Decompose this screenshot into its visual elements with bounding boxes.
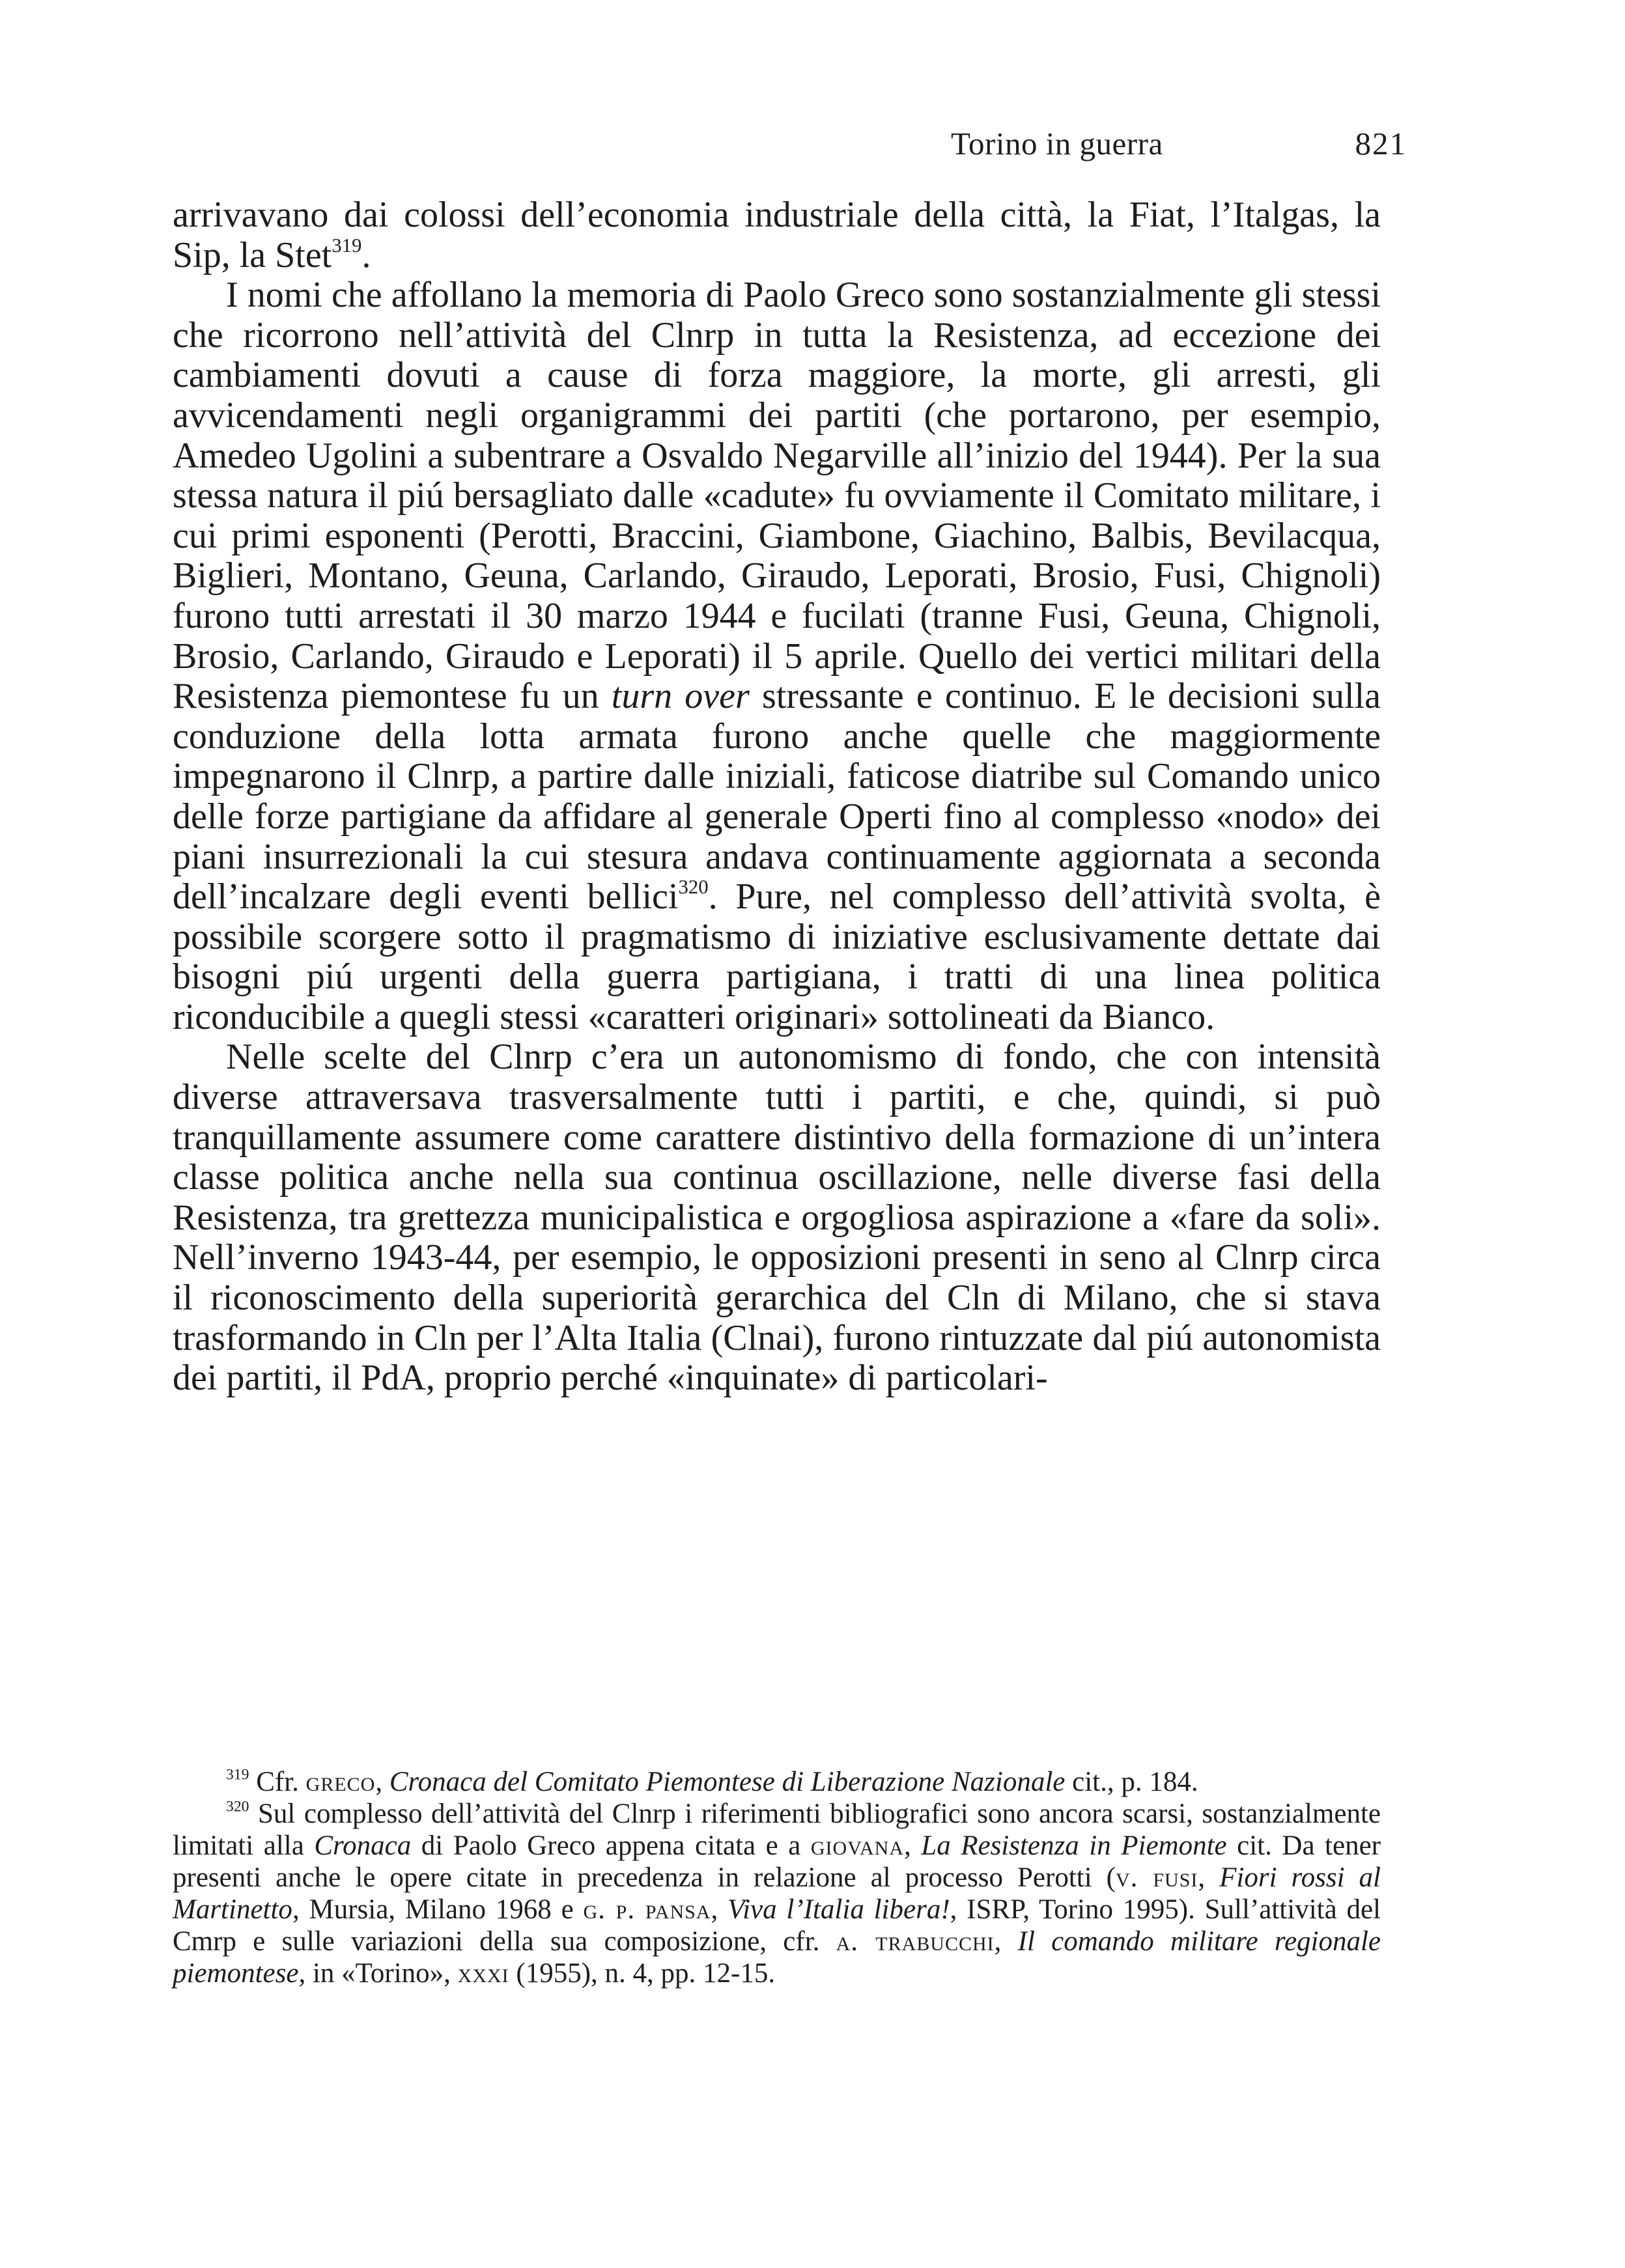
footnotes <box>173 1766 1381 1989</box>
footnote-text: , <box>994 1926 1018 1957</box>
footnote-text: , <box>375 1767 389 1797</box>
paragraph-3-text: Nelle scelte del Clnrp c’era un autonomismo di fondo, che con intensità diverse attraversava trasversalmente tutti i partiti, e che, quindi, si può tranquillamente assumere come carattere distintivo della formazione di un’intera classe politica anche nella sua continua oscillazione, nelle diverse fasi della Resistenza, tra grettezza municipalistica e orgogliosa aspirazione a «fare da soli». Nell’inverno 1943-44, per esempio, le opposizioni presenti in seno al Clnrp circa il riconoscimento della superiorità gerarchica del Cln di Milano, che si stava trasformando in Cln per l’Alta Italia (Clnai), furono rintuzzate dal piú autonomista dei partiti, il PdA, proprio perché «inquinate» di particolari- <box>173 1037 1381 1399</box>
citation-title: Cronaca del Comitato Piemontese di Liberazione Nazionale <box>389 1767 1066 1797</box>
footnote-text: , ISRP, Torino 1995). Sull’attività del Cmrp e sulle variazioni della sua composizione, cfr. <box>173 1894 1381 1957</box>
citation-author: a. trabucchi <box>836 1926 995 1957</box>
citation-author: greco <box>305 1767 376 1797</box>
footnote-ref-319: 319 <box>332 234 362 257</box>
paragraph-1-end: . <box>361 234 371 275</box>
citation-title: Il comando militare regionale piemontese <box>173 1926 1381 1989</box>
footnote-text: , <box>1198 1862 1220 1893</box>
citation-title: Fiori rossi al Martinetto <box>173 1862 1381 1925</box>
footnote-text: , <box>904 1830 922 1861</box>
footnote-text: di Paolo Greco appena citata e a <box>411 1830 811 1861</box>
citation-author: g. p. pansa <box>583 1894 711 1925</box>
footnote-number: 320 <box>226 1798 249 1815</box>
paragraph-2-part-b: stressante e continuo. E le decisioni sulla conduzione della lotta armata furono anche quelle che maggiormente impegnarono il Clnrp, a partire dalle iniziali, faticose diatribe sul Comando unico delle forze partigiane da affidare al generale Operti fino al complesso «nodo» dei piani insurrezionali la cui stesura andava continuamente aggiornata a seconda dell’incalzare degli eventi bellici <box>173 676 1381 917</box>
running-head-title: Torino in guerra <box>951 126 1163 161</box>
footnote-319 <box>173 1766 1381 1798</box>
citation-title: Viva l’Italia libera! <box>728 1894 950 1925</box>
footnote-text: Cfr. <box>249 1767 306 1797</box>
paragraph-3 <box>173 1037 1381 1398</box>
paragraph-2-part-c: . Pure, nel complesso dell’attività svolta, è possibile scorgere sotto il pragmatismo di iniziative esclusivamente dettate dai bisogni piú urgenti della guerra partigiana, i tratti di una linea politica riconducibile a quegli stessi «caratteri originari» sottolineati da Bianco. <box>173 876 1381 1037</box>
citation-title: Cronaca <box>314 1830 412 1861</box>
footnote-text: Sul complesso dell’attività del Clnrp i riferimenti bibliografici sono ancora scarsi, sostanzialmente limitati alla <box>173 1799 1381 1861</box>
footnote-number: 319 <box>226 1766 249 1784</box>
italic-term: turn over <box>611 676 750 717</box>
paragraph-1 <box>173 195 1381 275</box>
footnote-text: , Mursia, Milano 1968 e <box>292 1894 584 1925</box>
footnote-text: , <box>711 1894 728 1925</box>
paragraph-2-part-a: I nomi che affollano la memoria di Paolo Greco sono sostanzialmente gli stessi che ricorrono nell’attività del Clnrp in tutta la Resistenza, ad eccezione dei cambiamenti dovuti a cause di forza maggiore, la morte, gli arresti, gli avvicendamenti negli organigrammi dei partiti (che portarono, per esempio, Amedeo Ugolini a subentrare a Osvaldo Negarville all’inizio del 1944). Per la sua stessa natura il piú bersagliato dalle «cadute» fu ovviamente il Comitato militare, i cui primi esponenti (Perotti, Braccini, Giambone, Giachino, Balbis, Bevilacqua, Biglieri, Montano, Geuna, Carlando, Giraudo, Leporati, Brosio, Fusi, Chignoli) furono tutti arrestati il 30 marzo 1944 e fucilati (tranne Fusi, Geuna, Chignoli, Brosio, Carlando, Giraudo e Leporati) il 5 aprile. Quello dei vertici militari della Resistenza piemontese fu un <box>173 275 1381 717</box>
footnote-320 <box>173 1798 1381 1989</box>
paragraph-1-text: arrivavano dai colossi dell’economia industriale della città, la Fiat, l’Italgas, la Sip, la Stet <box>173 195 1381 275</box>
citation-author: giovana <box>810 1830 904 1861</box>
page-number: 821 <box>1355 126 1407 161</box>
footnote-text: cit., p. 184. <box>1065 1767 1198 1797</box>
volume-number: xxxi <box>457 1958 509 1989</box>
citation-title: La Resistenza in Piemonte <box>921 1830 1227 1861</box>
citation-author: v. fusi <box>1115 1862 1198 1893</box>
main-text <box>173 195 1381 1399</box>
footnote-text: , in «Torino», <box>298 1958 458 1989</box>
footnote-text: cit. Da tener presenti anche le opere citate in precedenza in relazione al processo Perotti ( <box>173 1830 1381 1893</box>
footnote-ref-320: 320 <box>678 876 709 898</box>
paragraph-2 <box>173 275 1381 1037</box>
footnote-text: (1955), n. 4, pp. 12-15. <box>509 1958 776 1989</box>
